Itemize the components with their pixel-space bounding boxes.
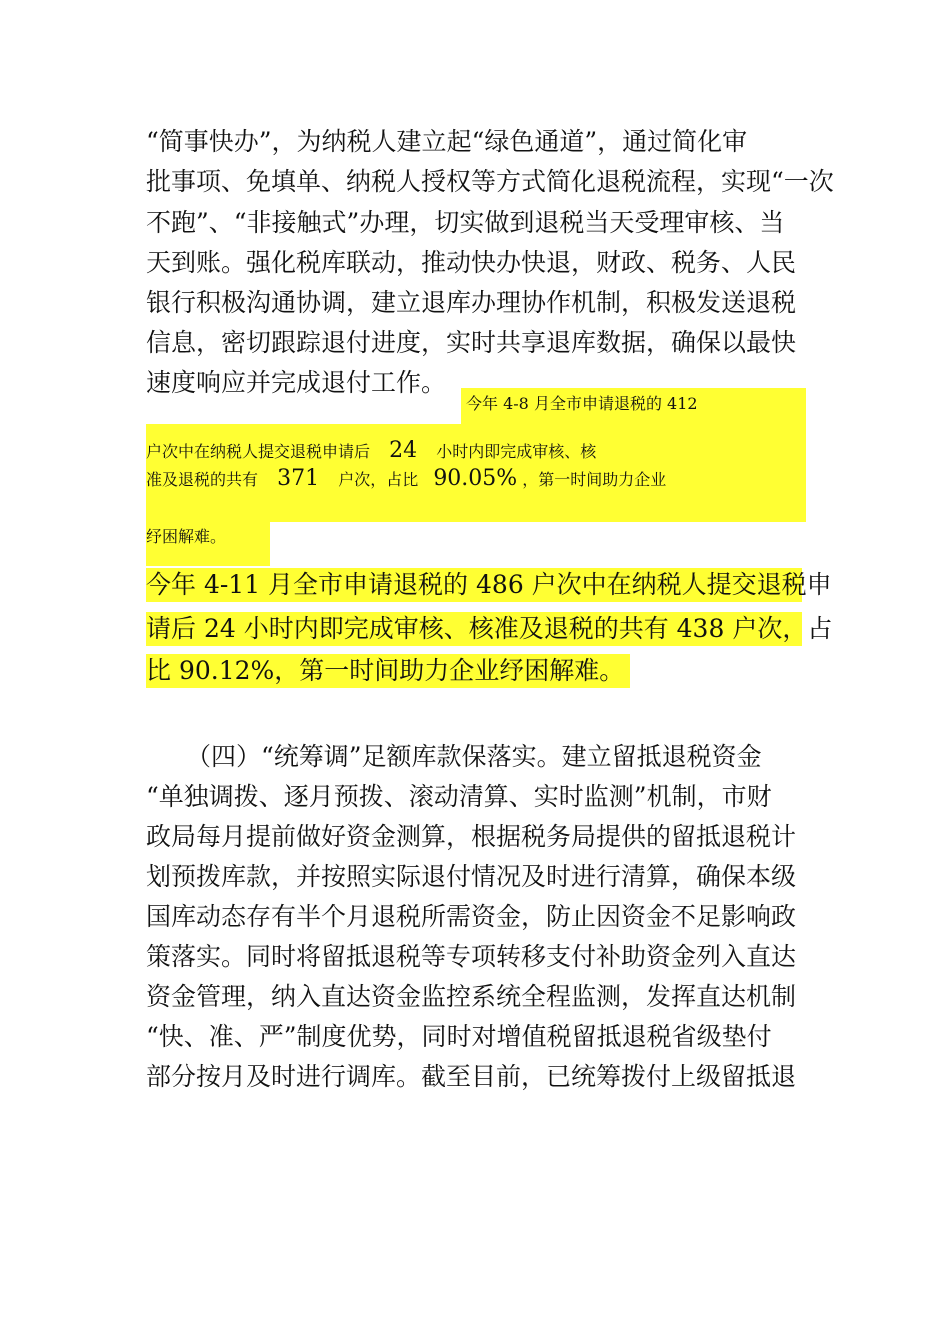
note-text: 户次中在纳税人提交退税申请后 xyxy=(146,442,371,461)
note-text: 纾困解难。 xyxy=(146,527,227,546)
paragraph-2-line: “快、准、严”制度优势，同时对增值税留抵退税省级垫付 xyxy=(146,1022,772,1051)
note-text: 户次，占比 xyxy=(338,470,419,489)
paragraph-2-line: “单独调拨、逐月预拨、滚动清算、实时监测”机制，市财 xyxy=(146,782,772,811)
note-text: ，第一时间助力企业 xyxy=(522,470,667,489)
paragraph-1-line: 不跑”、“非接触式”办理，切实做到退税当天受理审核、当 xyxy=(146,208,785,237)
paragraph-2-line: 政局每月提前做好资金测算，根据税务局提供的留抵退税计 xyxy=(146,822,797,851)
paragraph-2-line: （四）“统筹调”足额库款保落实。建立留抵退税资金 xyxy=(186,742,762,771)
paragraph-1-line: 信息，密切跟踪退付进度，实时共享退库数据，确保以最快 xyxy=(146,328,797,357)
paragraph-2-line: 资金管理，纳入直达资金监控系统全程监测，发挥直达机制 xyxy=(146,982,797,1011)
paragraph-1-line: 天到账。强化税库联动，推动快办快退，财政、税务、人民 xyxy=(146,248,797,277)
highlighted-note-line xyxy=(146,527,226,547)
paragraph-1-line: 批事项、免填单、纳税人授权等方式简化退税流程，实现“一次 xyxy=(146,167,834,196)
paragraph-2-line: 国库动态存有半个月退税所需资金，防止因资金不足影响政 xyxy=(146,902,797,931)
note-text: 今年 4-8 月全市申请退税的 412 xyxy=(466,394,698,413)
paragraph-2-line: 部分按月及时进行调库。截至目前，已统筹拨付上级留抵退 xyxy=(146,1062,797,1091)
note-number: 371 xyxy=(277,466,320,491)
paragraph-1-line: “简事快办”，为纳税人建立起“绿色通道”，通过简化审 xyxy=(146,127,748,156)
note-text: 小时内即完成审核、核 xyxy=(436,442,597,461)
paragraph-1-line: 银行积极沟通协调，建立退库办理协作机制，积极发送退税 xyxy=(146,288,797,317)
note-percent: 90.05% xyxy=(433,466,518,491)
paragraph-1-line: 速度响应并完成退付工作。 xyxy=(146,368,447,397)
highlighted-note-line xyxy=(146,438,597,463)
paragraph-2-line: 划预拨库款，并按照实际退付情况及时进行清算，确保本级 xyxy=(146,862,797,891)
paragraph-2-line: 策落实。同时将留抵退税等专项转移支付补助资金列入直达 xyxy=(146,942,797,971)
highlighted-note-line xyxy=(466,394,698,414)
highlighted-paragraph-line: 比 90.12%，第一时间助力企业纾困解难。 xyxy=(146,654,630,688)
note-text: 准及退税的共有 xyxy=(146,470,259,489)
highlighted-paragraph-line: 今年 4-11 月全市申请退税的 486 户次中在纳税人提交退税申 xyxy=(146,568,802,602)
highlighted-note-line xyxy=(146,466,667,491)
highlighted-paragraph-line: 请后 24 小时内即完成审核、核准及退税的共有 438 户次，占 xyxy=(146,612,802,646)
note-number: 24 xyxy=(389,438,418,463)
